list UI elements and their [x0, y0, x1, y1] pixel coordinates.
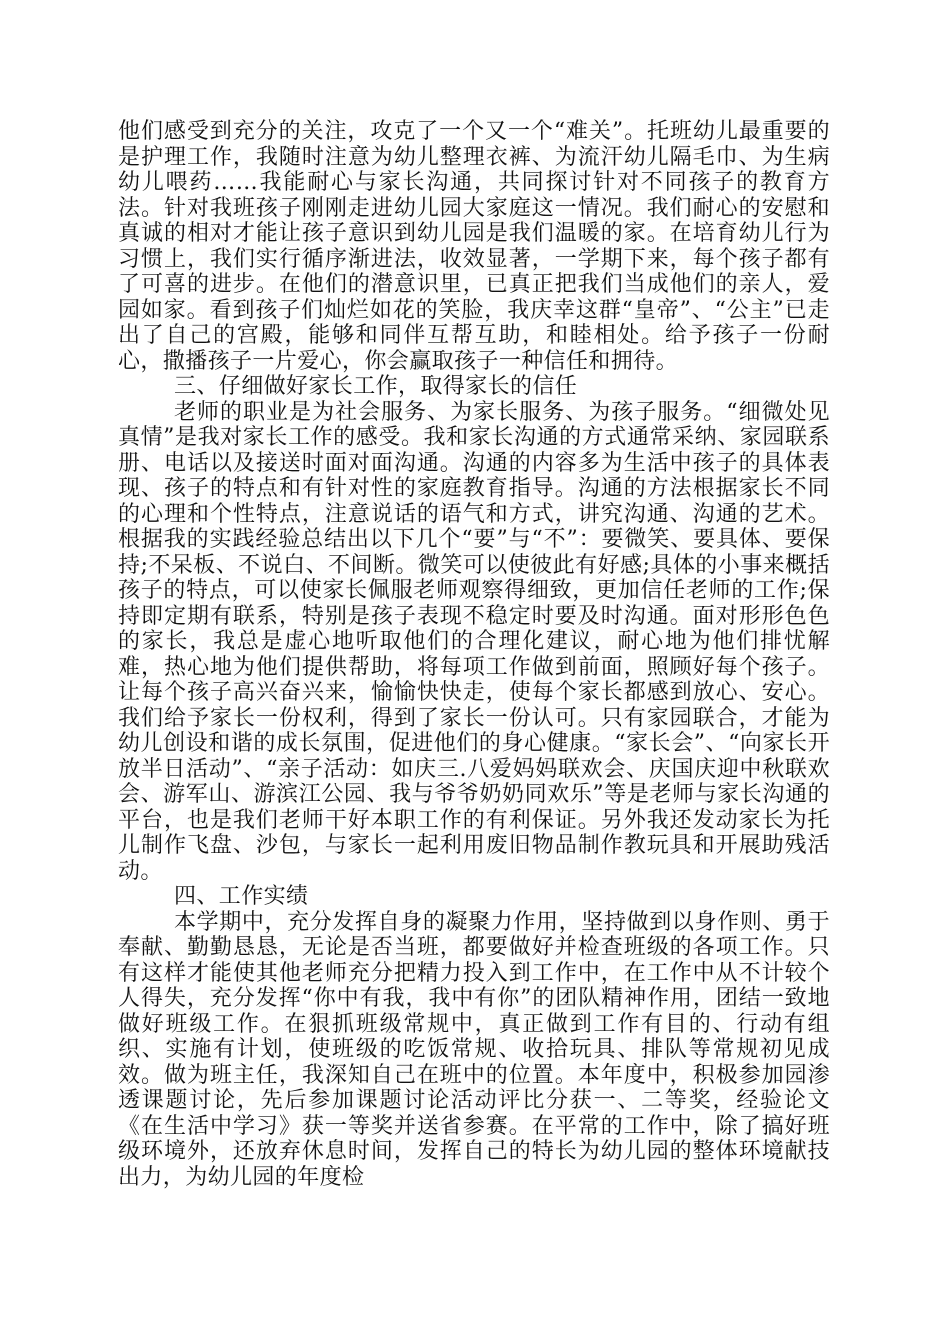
document-body — [118, 119, 830, 1190]
section-heading-achievements: 四、工作实绩 — [174, 884, 309, 909]
paragraph-parent-work: 老师的职业是为社会服务、为家长服务、为孩子服务。“细微处见真情”是我对家长工作的感受。我和家长沟通的方式通常采纳、家园联系册、电话以及接送时面对面沟通。沟通的内容多为生活中孩子的具体表现、孩子的特点和有针对性的家庭教育指导。沟通的方法根据家长不同的心理和个性特点，注意说话的语气和方式，讲究沟通、沟通的艺术。根据我的实践经验总结出以下几个“要”与“不”：要微笑、要具体、要保持;不呆板、不说白、不间断。微笑可以使彼此有好感;具体的小事来概括孩子的特点，可以使家长佩服老师观察得细致，更加信任老师的工作;保持即定期有联系，特别是孩子表现不稳定时要及时沟通。面对形形色色的家长，我总是虚心地听取他们的合理化建议，耐心地为他们排忧解难，热心地为他们提供帮助，将每项工作做到前面，照顾好每个孩子。让每个孩子高兴奋兴来，愉愉快快走，使每个家长都感到放心、安心。我们给予家长一份权利，得到了家长一份认可。只有家园联合，才能为幼儿创设和谐的成长氛围，促进他们的身心健康。“家长会”、“向家长开放半日活动”、“亲子活动：如庆三.八爱妈妈联欢会、庆国庆迎中秋联欢会、游军山、游滨江公园、我与爷爷奶奶同欢乐”等是老师与家长沟通的平台，也是我们老师干好本职工作的有利保证。另外我还发动家长为托儿制作飞盘、沙包，与家长一起利用废旧物品制作教玩具和开展助残活动。 — [118, 399, 830, 884]
paragraph-achievements: 本学期中，充分发挥自身的凝聚力作用，坚持做到以身作则、勇于奉献、勤勤恳恳，无论是否当班，都要做好并检查班级的各项工作。只有这样才能使其他老师充分把精力投入到工作中，在工作中从不计较个人得失，充分发挥“你中有我，我中有你”的团队精神作用，团结一致地做好班级工作。在狠抓班级常规中，真正做到工作有目的、行动有组织、实施有计划，使班级的吃饭常规、收拾玩具、排队等常规初见成效。做为班主任，我深知自己在班中的位置。本年度中，积极参加园渗透课题讨论，先后参加课题讨论活动评比分获一、二等奖，经验论文《在生活中学习》获一等奖并送省参赛。在平常的工作中，除了搞好班级环境外，还放弃休息时间，发挥自己的特长为幼儿园的整体环境献技出力，为幼儿园的年度检 — [118, 909, 830, 1190]
paragraph-continuation: 他们感受到充分的关注，攻克了一个又一个“难关”。托班幼儿最重要的是护理工作，我随时注意为幼儿整理衣裤、为流汗幼儿隔毛巾、为生病幼儿喂药……我能耐心与家长沟通，共同探讨针对不同孩子的教育方法。针对我班孩子刚刚走进幼儿园大家庭这一情况。我们耐心的安慰和真诚的相对才能让孩子意识到幼儿园是我们温暖的家。在培育幼儿行为习惯上，我们实行循序渐进法，收效显著，一学期下来，每个孩子都有了可喜的进步。在他们的潜意识里，已真正把我们当成他们的亲人，爱园如家。看到孩子们灿烂如花的笑脸，我庆幸这群“皇帝”、“公主”已走出了自己的宫殿，能够和同伴互帮互助，和睦相处。给予孩子一份耐心，撒播孩子一片爱心，你会赢取孩子一种信任和拥待。 — [118, 119, 830, 374]
section-heading-parent-work: 三、仔细做好家长工作，取得家长的信任 — [174, 374, 578, 399]
